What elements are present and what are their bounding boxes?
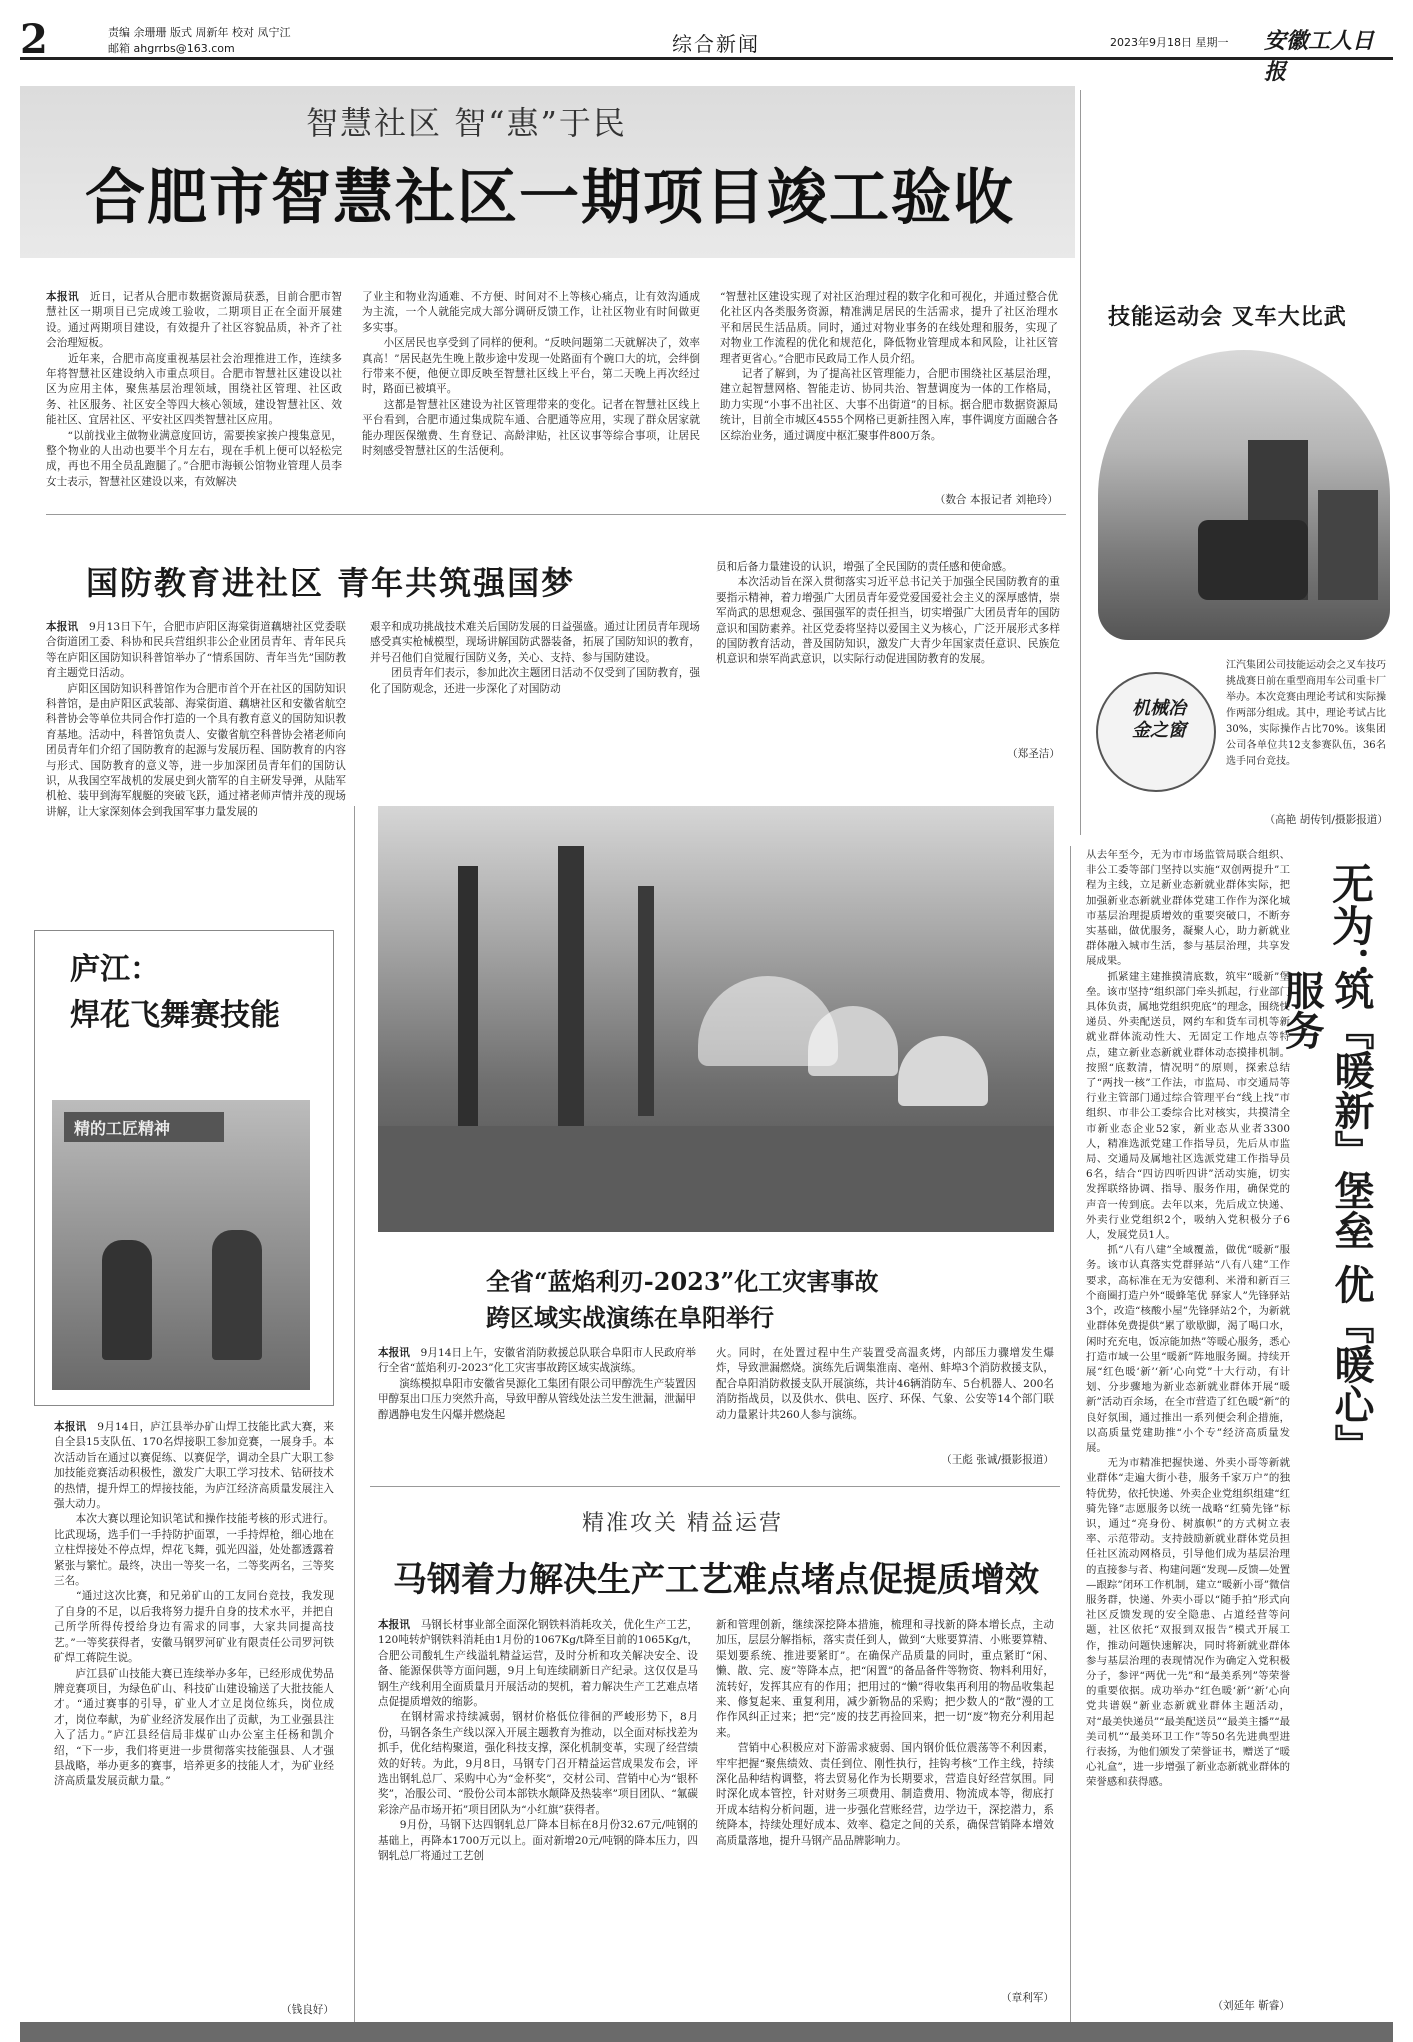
drill-col-1 — [378, 1346, 696, 1468]
defense-lead-label: 本报讯 — [46, 621, 79, 633]
wuwei-headline-a: 无为： — [1326, 862, 1375, 988]
welding-byline: （钱良好） — [281, 2004, 334, 2016]
sidebar-headline: 技能运动会 叉车大比武 — [1108, 304, 1347, 330]
welding-body — [54, 1420, 334, 2000]
lead-byline: （数合 本报记者 刘艳玲） — [934, 494, 1058, 506]
drill-text-2: 火。同时，在处置过程中生产装置受高温炙烤，内部压力骤增发生爆炸，导致泄漏燃烧。演练先后调集淮南、亳州、蚌埠3个消防救援支队，配合阜阳消防救援支队开展演练，共计46辆消防车、5台机器人、200名消防指战员，以及供水、供电、医疗、环保、气象、公安等14个部门联动力量累计共260人参与演练。 — [716, 1347, 1054, 1421]
drill-col-2 — [716, 1346, 1054, 1452]
storage-tank-2 — [898, 1036, 988, 1106]
lead-text-1: 近日，记者从合肥市数据资源局获悉，目前合肥市智慧社区一期项目已完成竣工验收，二期项目正在全面开展建设。通过两期项目建设，有效提升了社区容貌品质，补齐了社会治理短板。 近年来，合肥市高度重视基层社会治理推进工作，连续多年将智慧社区建设纳入市重点项目。合肥市智慧社区建设以社区为应用主体，聚焦基层治理领域，围绕社区管理、社区政务、社区服务、社区安全等四大核心领域，建设智慧社区、效能社区、宜居社区、平安社区四类智慧社区应用。 “以前找业主做物业满意度回访，需要挨家挨户搜集意见，整个物业的人出动也要半个月左右，现在手机上便可以轻松完成，再也不用全员乱跑腿了。”合肥市海顿公馆物业管理人员李女士表示，智慧社区建设以来，有效解决 — [46, 291, 342, 488]
welding-headline-2: 焊花飞舞赛技能 — [70, 998, 280, 1033]
lead-text-3: “智慧社区建设实现了对社区治理过程的数字化和可视化，并通过整合优化社区内各类服务资源，精准满足居民的生活需求，提升了社区治理水平和居民生活品质。同时，通过对物业事务的在线处理和服务，实现了对物业工作流程的优化和规范化，降低物业管理成本和风险，让社区管理者更省心。”合肥市民政局工作人员介绍。 记者了解到，为了提高社区管理能力，合肥市围绕社区基层治理，建立起智慧网格、智能走访、协同共治、智慧调度为一体的工作格局，助力实现“小事不出社区、大事不出街道”的目标。据合肥市数据资源局统计，目前全市城区4555个网格已更新挂图入库，事件调度方面融合各区综治业务，通过调度中枢汇聚事件800万条。 — [720, 291, 1058, 442]
welding-text: 9月14日，庐江县举办矿山焊工技能比武大赛，来自全县15支队伍、170名焊接职工参加竞赛，一展身手。本次活动旨在通过以赛促练、以赛促学，调动全县广大职工参加技能竞赛活动积极性，激发广大职工学习技术、钻研技术的热情，提升焊工的焊接技能，为庐江经济高质量发展注入强大动力。 本次大赛以理论知识笔试和操作技能考核的形式进行。比武现场，选手们一手持防护面罩，一手持焊枪，细心地在立柱焊接处不停点焊，焊花飞舞，弧光四溢，处处都透露着紧张与繁忙。最终，决出一等奖一名，二等奖两名，三等奖三名。 “通过这次比赛，和兄弟矿山的工友同台竞技，我发现了自身的不足，以后我将努力提升自身的技术水平，并把自己所学所得传授给身边有需求的同事，大家共同提高技艺。”一等奖获得者，安徽马钢罗河矿业有限责任公司罗河铁矿焊工蒋院生说。 庐江县矿山技能大赛已连续举办多年，已经形成优势品牌竞赛项目，为绿色矿山、科技矿山建设输送了大批技能人才。“通过赛事的引导，矿业人才立足岗位练兵，岗位成才，岗位奉献，为矿业经济发展作出了贡献，为工业强县注入了活力。”庐江县经信局非煤矿山办公室主任杨和凯介绍，“下一步，我们将更进一步贯彻落实技能强县、人才强县战略，举办更多的赛事，培养更多的技能人才，为矿业经济高质量发展贡献力量。” — [54, 1421, 334, 1788]
steel-byline: （章利军） — [1001, 1992, 1054, 2004]
steel-headline: 马钢着力解决生产工艺难点堵点促提质增效 — [393, 1560, 1039, 1600]
forklift-body — [1198, 520, 1308, 600]
chemical-plant-photo — [378, 806, 1054, 1232]
defense-byline: （郑圣洁） — [1007, 748, 1060, 760]
steel-col-1 — [378, 1618, 698, 2000]
plant-tower-3 — [638, 886, 654, 1116]
water-spray — [698, 976, 838, 1066]
mid-rule — [354, 806, 355, 2036]
wuwei-byline: （刘延年 靳睿） — [1212, 2000, 1290, 2012]
defense-col-3 — [716, 560, 1060, 736]
welding-lead-label: 本报讯 — [54, 1421, 87, 1433]
wall-sign-text: 精的工匠精神 — [74, 1119, 171, 1138]
drill-text-1: 9月14日上午，安徽省消防救援总队联合阜阳市人民政府举行全省“蓝焰利刃-2023”化工灾害事故跨区域实战演练。 演练模拟阜阳市安徽省昊源化工集团有限公司甲醇洗生产装置因甲醇泵出口压力突然升高，导致甲醇从管线处法兰发生泄漏，泄漏甲醇遇静电发生闪爆并燃烧起 — [378, 1347, 696, 1421]
forklift-right — [1318, 490, 1378, 600]
plant-ground — [378, 1126, 1054, 1232]
wuwei-body: 从去年至今，无为市市场监管局联合组织、非公工委等部门坚持以实施“双创两提升”工程为主线，立足新业态新就业群体实际，把加强新业态新就业群体党建工作作为深化城市基层治理提质增效的重要突破口，不断夯实基础，做优服务，凝聚人心，助力新就业群体融入城市生活，参与基层治理，共享发展成果。 抓紧建主建推摸清底数，筑牢“暖新”堡垒。该市坚持“组织部门牵头抓起，行业部门具体负责，属地党组织兜底”的理念，围绕快递员、外卖配送员，网约车和货车司机等新就业群体流动性大、无固定工作地点等特点，建立新业态新就业群体动态摸排机制。按照“底数清，情况明”的原则，探索总结了“两找一核”工作法，市监局、市交通局等行业主管部门通过综合管理平台“线上找”市组织、市非公工委综合比对核实，共摸清全市新业态企业52家，新业态从业者3300人，精准选派党建工作指导员，先后从市监局、交通局及属地社区选派党建工作指导员6名，结合“四访四听四讲”活动实施，切实发挥联络协调、指导、服务作用，确保党的声音一传到底。去年以来，先后成立快递、外卖行业党组织2个，吸纳入党积极分子6人，发展党员1人。 抓“八有八建”全域覆盖，做优“暖新”服务。该市认真落实党群驿站“八有八建”工作要求，高标准在无为安德利、米滑和新百三个商圈打造户外“暖蜂笔优 驿家人”先锋驿站3个，改造“核酸小屋”先锋驿站2个，为新就业群体免费提供“累了歇歇脚，渴了喝口水，闲时充充电，饭凉能加热”等暖心服务，悉心打造市域一公里“暖新”阵地服务圈。持续开展“红色暖‘新’‘新’心向党”十大行动，有计划、分步骤地为新业态新就业群体开展“暖新”活动百余场，在全市营造了红色暖“新”的良好氛围，通过推出一系列便会利企措施，以高质量党建助推“小个专”经济高质量发展。 无为市精准把握快递、外卖小哥等新就业群体“走遍大街小巷，服务千家万户”的独特优势，依托快递、外卖企业党组织组建“红骑先锋”志愿服务以统一战略“红骑先锋”标识，通过“亮身份、树旗帜”的方式树立表率、示范带动。支持鼓励新就业群体党员担任社区流动网格员，引导他们成为基层治理的直接参与者、构建问题“发现—反馈—处置—跟踪”闭环工作机制，建立“暖新小哥”微信服务群，快递、外卖小哥以“随手拍”形式向社区反馈发现的安全隐患、占道经营等问题，社区依托“双报到双报告”模式开展工作，推动问题快速解决，同时将新就业群体参与基层治理的表现情况作为确定入党积极分子，参评“两优一先”和“最美系列”等荣誉的重要依据。成功举办“红色暖‘新’‘新’心向党共谱娱”新业态新就业群体主题活动，对“最美快递员”“最美配送员”“最美主播”“最美司机”“最美环卫工作”等50名先进典型进行表扬，为他们颁发了荣誉证书，赠送了“暖心礼盒”，进一步增强了新业态新就业群体的荣誉感和获得感。 — [1086, 849, 1290, 1789]
drill-lead-label: 本报讯 — [378, 1347, 410, 1359]
steel-col-2 — [716, 1618, 1054, 1988]
lead-col-1 — [46, 290, 342, 504]
masthead — [20, 16, 1393, 85]
lead-kicker: 智慧社区 智“惠”于民 — [306, 104, 627, 142]
defense-headline: 国防教育进社区 青年共筑强国梦 — [86, 564, 576, 602]
defense-text-1: 9月13日下午，合肥市庐阳区海棠街道藕塘社区党委联合街道团工委、科协和民兵营组织非公企业团员青年、青年民兵等在庐阳区国防知识科普馆举办了“情系国防、青年当先”国防教育主题党日活动。 庐阳区国防知识科普馆作为合肥市首个开在社区的国防知识科普馆，是由庐阳区武装部、海棠街道、藕塘社区和安徽省航空科普协会等单位共同合作打造的一个具有教育意义的国防知识教育基地。活动中，科普馆负责人、安徽省航空科普协会褚老师向团员青年们介绍了国防教育的起源与发展历程、国防教育的内容与形式、国防教育的意义等，进一步加深团员青年们的国防认识，从我国空军战机的发展史到火箭军的自主研发导弹，从陆军机枪、装甲到海军舰艇的突破飞跃，通过褚老师声情并茂的现场讲解，让大家深刻体会到我国军事力量发展的 — [46, 621, 346, 818]
lead-text-2: 了业主和物业沟通难、不方便、时间对不上等核心痛点，让有效沟通成为主流，一个人就能完成大部分调研反馈工作，让社区物业有时间做更多实事。 小区居民也享受到了同样的便利。“反映问题第二天就解决了，效率真高！”居民赵先生晚上散步途中发现一处路面有个碗口大的坑，会绊倒行带来不便，他便立即反映至智慧社区线上平台，第二天晚上再次经过时，路面已被填平。 这都是智慧社区建设为社区管理带来的变化。记者在智慧社区线上平台看到，合肥市通过集成院车通、合肥通等应用，实现了群众居家就能办理医保缴费、生育登记、高龄津贴，社区议事等综合事项，让居民时刻感受智慧社区的生活便利。 — [362, 291, 700, 458]
editor-line: 责编 余珊珊 版式 周新年 校对 凤宁江 — [108, 26, 291, 39]
email-line: 邮箱 ahgrrbs@163.com — [108, 42, 235, 55]
sidebar-caption: 江汽集团公司技能运动会之叉车技巧挑战赛日前在重型商用车公司重卡厂举办。本次竞赛由理论考试和实际操作两部分组成。其中，理论考试占比30%，实际操作占比70%。该集团公司各单位共12支参赛队伍，36名选手同台竞技。 — [1226, 660, 1386, 767]
sidebar-rule — [1080, 90, 1081, 835]
welder-figure-right — [212, 1230, 262, 1360]
lead-headline: 合肥市智慧社区一期项目竣工验收 — [85, 163, 1015, 233]
drill-headline-2: 跨区域实战演练在阜阳举行 — [486, 1303, 774, 1332]
emblem-text: 机械冶金之窗 — [1132, 698, 1186, 741]
forklift-photo — [1098, 350, 1390, 640]
lead-label: 本报讯 — [46, 291, 79, 303]
footer-bar — [20, 2022, 1393, 2042]
defense-col-2 — [370, 620, 700, 770]
welder-figure-left — [102, 1240, 152, 1360]
wuwei-headline-b: 筑『暖新』堡垒 优『暖心』服务 — [1278, 970, 1375, 1464]
plant-tower-1 — [458, 866, 478, 1126]
steel-lead-label: 本报讯 — [378, 1619, 411, 1631]
welding-headline-1: 庐江： — [70, 952, 160, 987]
defense-text-2: 艰辛和成功挑战技术难关后国防发展的日益强盛。通过让团员青年现场感受真实枪械模型，现场讲解国防武器装备，拓展了国防知识的教育，并号召他们自觉履行国防义务，关心、支持、参与国防建设。 团员青年们表示，参加此次主题团日活动不仅受到了国防教育，强化了国防观念，还进一步深化了对国防动 — [370, 621, 700, 695]
drill-divider — [370, 1486, 1060, 1487]
page-number: 2 — [20, 16, 48, 63]
issue-date: 2023年9月18日 星期一 — [1110, 36, 1229, 49]
drill-headline-1: 全省“蓝焰利刃-2023”化工灾害事故 — [486, 1267, 879, 1296]
steel-kicker: 精准攻关 精益运营 — [582, 1511, 783, 1536]
defense-col-1 — [46, 620, 346, 862]
steel-text-2: 新和管理创新，继续深挖降本措施，梳理和寻找新的降本增长点，主动加压，层层分解指标，落实责任到人，做到“大账要算清、小账要算精、渠划要系统、推进要紧盯”。在确保产品质量的同时，重点紧盯“闲、懒、散、完、废”等降本点，把“闲置”的备品备件等物资、物料利用好，流转好，发挥其应有的作用；把用过的“懒”得收集再利用的物品收集起来、修复起来、重复利用，减少新物品的采购；把少数人的“散”漫的工作作风纠正过来；把“完”废的技艺再捡回来，把一切“废”物充分利用起来。 营销中心积极应对下游需求疲弱、国内钢价低位震荡等不利因素，牢牢把握“聚焦绩效、责任到位、刚性执行，挂钩考核”工作主线，持续深化品种结构调整，将去贸易化作为长期要求，营造良好经营氛围。同时深化成本管控，针对财务三项费用、制造费用、物流成本等，彻底打开成本结构分析问题，进一步强化营账经营，边学边干，深挖潜力，系统降本，持续处理好成本、效率、稳定之间的关系，确保营销降本增效高质量落地，提升马钢产品品牌影响力。 — [716, 1619, 1054, 1847]
drill-byline: （王彪 张诚/摄影报道） — [941, 1454, 1054, 1466]
sidebar-credit: （高艳 胡传钊/摄影报道） — [1264, 814, 1388, 826]
welding-photo — [52, 1100, 310, 1390]
paper-name: 安徽工人日报 — [1264, 28, 1375, 85]
defense-text-3: 员和后备力量建设的认识，增强了全民国防的责任感和使命感。 本次活动旨在深入贯彻落实习近平总书记关于加强全民国防教育的重要指示精神，着力增强广大团员青年爱党爱国爱社会主义的深厚感情，崇军尚武的思想观念、强国强军的责任担当，切实增强广大团员青年的国防意识和国防素养。社区党委将坚持以爱国主义为核心，广泛开展形式多样的国防教育活动，普及国防知识，激发广大青少年国家责任意识、民族危机意识和崇军尚武意识，以实际行动促进国防教育的发展。 — [716, 561, 1060, 666]
lead-col-2 — [362, 290, 700, 504]
lead-col-3 — [720, 290, 1058, 474]
section-title: 综合新闻 — [672, 32, 760, 56]
steel-text-1: 马钢长材事业部全面深化钢铁料消耗攻关，优化生产工艺，120吨转炉钢铁料消耗由1月份的1067Kg/t降至目前的1065Kg/t，合肥公司酸轧生产线溢轧精益运营，及时分析和攻关解决安全、设备、能源保供等方面问题，9月上旬连续刷新日产纪录。这仅仅是马钢生产线利用全面质量月开展活动的契机，着力解决生产工艺难点堵点促提质增效的缩影。 在钢材需求持续减弱，钢材价格低位徘徊的严峻形势下，8月份，马钢各条生产线以深入开展主题教育为推动，以全面对标找差为抓手，优化结构聚道，强化科技支撑，深化机制变革，实现了经营绩效的好转。为此，9月8日，马钢专门召开精益运营成果发布会，评选出钢轧总厂、采购中心为“金杯奖”，交材公司、营销中心为“银杯奖”，冶服公司、“股份公司本部铁水颠降及热装率”项目团队、“氟碳彩涂产品市场开拓”项目团队为“小红旗”获得者。 9月份，马钢下达四钢轧总厂降本目标在8月份32.67元/吨钢的基础上，再降本1700万元以上。面对新增20元/吨钢的降本压力，四钢轧总厂将通过工艺创 — [378, 1619, 698, 1863]
plant-tower-2 — [558, 846, 584, 1126]
lead-divider — [46, 514, 1066, 515]
right-rule — [1070, 846, 1071, 2036]
